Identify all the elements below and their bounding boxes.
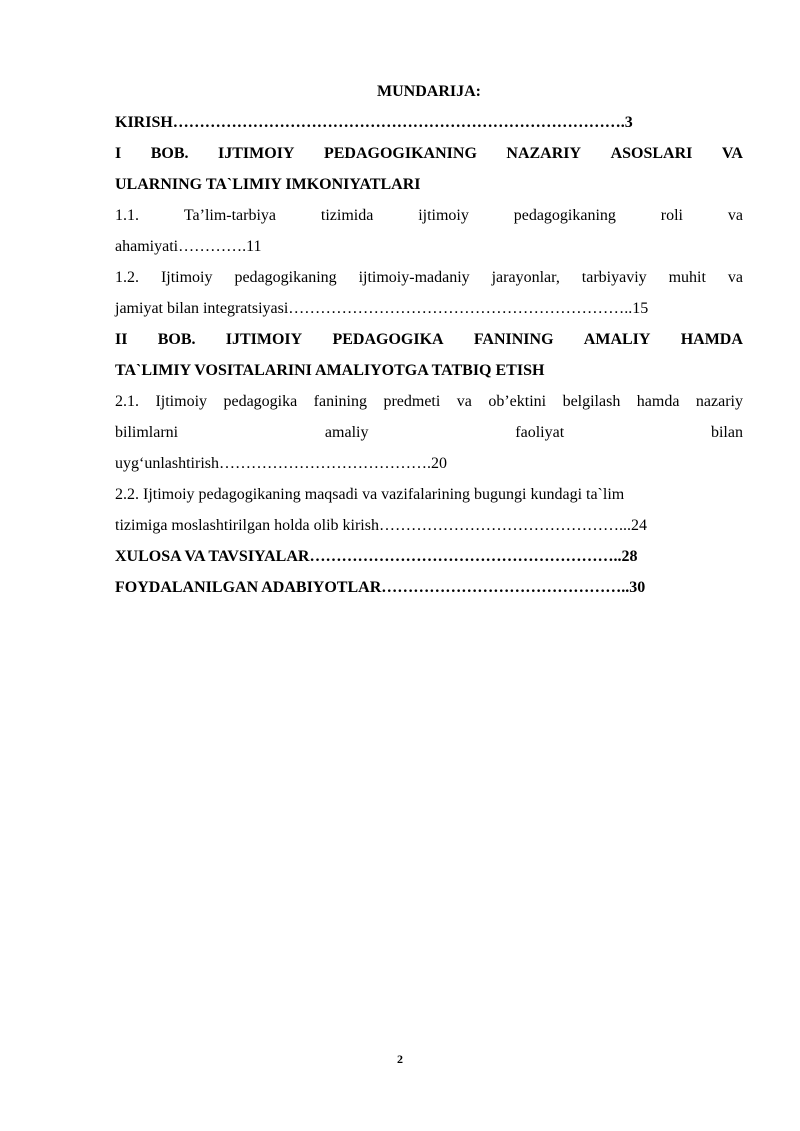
toc-section-1-2-line-2[interactable]: jamiyat bilan integratsiyasi………………………………………………………..15 — [115, 300, 649, 317]
word: 2.1. — [115, 393, 139, 410]
toc-chapter-2-line-1[interactable] — [115, 324, 743, 355]
toc-chapter-1-line-1[interactable] — [115, 138, 743, 169]
word: hamda — [636, 393, 680, 410]
word: PEDAGOGIKANING — [323, 145, 477, 162]
word: bilan — [710, 424, 743, 441]
word: FANINING — [473, 331, 554, 348]
word: HAMDA — [680, 331, 743, 348]
word: va — [727, 269, 743, 286]
toc-entry-xulosa[interactable]: XULOSA VA TAVSIYALAR…………………………………………………..28 — [115, 548, 638, 565]
word: muhit — [668, 269, 706, 286]
table-of-contents — [115, 76, 743, 603]
word: jarayonlar, — [491, 269, 560, 286]
word: bilimlarni — [115, 424, 179, 441]
word: 1.1. — [115, 207, 139, 224]
word: predmeti — [383, 393, 441, 410]
toc-section-2-1-line-2[interactable] — [115, 417, 743, 448]
toc-title: MUNDARIJA: — [377, 83, 481, 100]
word: ob’ektini — [488, 393, 547, 410]
word: Ijtimoiy — [160, 269, 213, 286]
word: PEDAGOGIKA — [332, 331, 444, 348]
toc-section-2-2-line-2[interactable]: tizimiga moslashtirilgan holda olib kirish………………………………………...24 — [115, 517, 647, 534]
word: belgilash — [562, 393, 621, 410]
word: IJTIMOIY — [218, 145, 295, 162]
word: AMALIY — [583, 331, 651, 348]
word: amaliy — [324, 424, 369, 441]
page-number: 2 — [397, 1052, 403, 1066]
word: tizimida — [320, 207, 374, 224]
toc-chapter-1-line-2[interactable]: ULARNING TA`LIMIY IMKONIYATLARI — [115, 176, 421, 193]
toc-section-2-1-line-1[interactable] — [115, 386, 743, 417]
word: nazariy — [695, 393, 743, 410]
toc-section-2-1-line-3[interactable]: uyg‘unlashtirish………………………………….20 — [115, 455, 447, 472]
word: IJTIMOIY — [225, 331, 303, 348]
word: va — [727, 207, 743, 224]
word: Ta’lim-tarbiya — [183, 207, 277, 224]
word: pedagogika — [223, 393, 298, 410]
word: II — [115, 331, 128, 348]
toc-section-1-1-line-2[interactable]: ahamiyati………….11 — [115, 238, 262, 255]
word: faoliyat — [515, 424, 565, 441]
word: BOB. — [157, 331, 196, 348]
word: 1.2. — [115, 269, 139, 286]
word: I — [115, 145, 122, 162]
word: NAZARIY — [506, 145, 582, 162]
word: fanining — [313, 393, 367, 410]
toc-chapter-2-line-2[interactable]: TA`LIMIY VOSITALARINI AMALIYOTGA TATBIQ ETISH — [115, 362, 545, 379]
word: ijtimoiy-madaniy — [358, 269, 470, 286]
word: BOB. — [150, 145, 189, 162]
toc-section-2-2-line-1[interactable]: 2.2. Ijtimoiy pedagogikaning maqsadi va vazifalarining bugungi kundagi ta`lim — [115, 486, 625, 503]
word: pedagogikaning — [234, 269, 337, 286]
word: tarbiyaviy — [581, 269, 647, 286]
word: ASOSLARI — [610, 145, 693, 162]
word: VA — [721, 145, 743, 162]
toc-section-1-2-line-1[interactable] — [115, 262, 743, 293]
word: roli — [660, 207, 683, 224]
word: va — [456, 393, 472, 410]
word: ijtimoiy — [418, 207, 469, 224]
toc-entry-kirish[interactable]: KIRISH………………………………………………………………………….3 — [115, 114, 633, 131]
word: Ijtimoiy — [155, 393, 208, 410]
word: pedagogikaning — [513, 207, 616, 224]
toc-entry-adabiyotlar[interactable]: FOYDALANILGAN ADABIYOTLAR………………………………………..30 — [115, 579, 646, 596]
toc-section-1-1-line-1[interactable] — [115, 200, 743, 231]
